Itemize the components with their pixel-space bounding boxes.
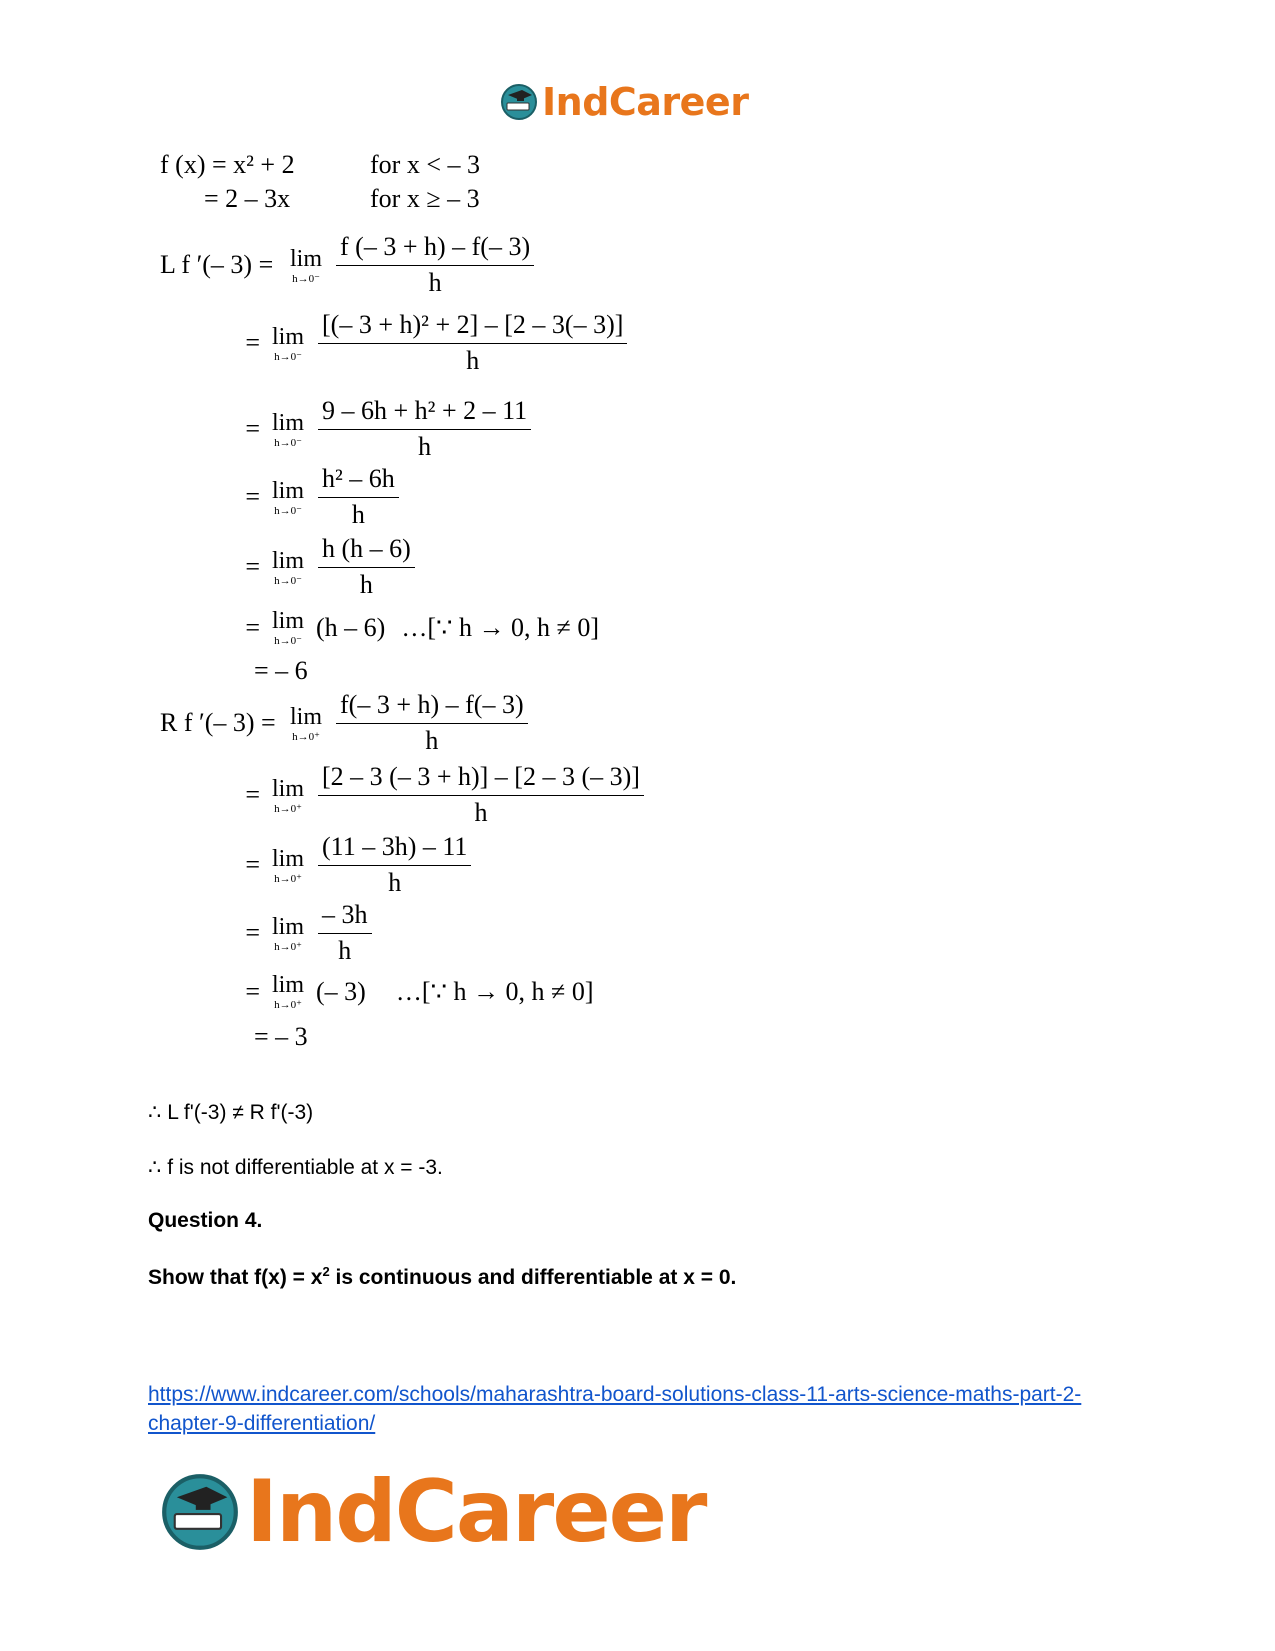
right-derivative-step-1 — [160, 690, 528, 756]
left-derivative-label: L f ′(– 3) = — [160, 250, 274, 279]
math-solution — [160, 150, 720, 1090]
conclusion-line-1: ∴ L f'(-3) ≠ R f'(-3) — [148, 1101, 314, 1124]
definition-expr: = 2 – 3x — [204, 184, 291, 213]
indcareer-logo-top — [500, 80, 748, 124]
source-link[interactable]: https://www.indcareer.com/schools/maharashtra-board-solutions-class-11-arts-science-maths-part-2-chapter-9-differentiation/ — [148, 1383, 1082, 1435]
definition-condition: for x < – 3 — [370, 150, 480, 179]
fraction: $\frac{(11 - 3h) - 11}{h}$ — [318, 832, 471, 898]
indcareer-logo-bottom — [160, 1462, 705, 1562]
condition-note: …[∵ h → 0, h ≠ 0] — [395, 976, 594, 1006]
conclusion-line-2: ∴ f is not differentiable at x = -3. — [148, 1156, 443, 1179]
fraction: $\frac{h (h - 6)}{h}$ — [318, 534, 415, 600]
right-derivative-label: R f ′(– 3) = — [160, 708, 276, 737]
right-derivative-step-3 — [160, 832, 471, 898]
left-derivative-step-1 — [160, 232, 534, 298]
globe-cap-icon — [160, 1472, 240, 1552]
limit-operator: lim h→0⁻ — [272, 477, 305, 517]
definition-line-1 — [160, 150, 480, 180]
prompt-exponent: 2 — [322, 1264, 330, 1279]
left-derivative-result: = – 6 — [254, 656, 308, 685]
equals-sign: = — [245, 850, 260, 879]
equals-sign: = — [245, 612, 260, 642]
question-heading: Question 4. — [148, 1209, 263, 1232]
limit-operator: lim h→0⁺ — [272, 845, 305, 885]
left-derivative-step-4 — [160, 464, 399, 530]
limit-expression: (h – 6) — [316, 612, 386, 642]
left-derivative-step-3 — [160, 396, 531, 462]
fraction: $\frac{\text{9 – 6h + h² + 2 – 11}}{h}$ — [318, 396, 531, 462]
equals-sign: = — [245, 780, 260, 809]
fraction: $\frac{- 3h}{h}$ — [318, 900, 372, 966]
fraction: $\frac{\text{[(– 3 + h)² + 2] – [2 – 3(– 3)]}}{h}$ — [318, 310, 627, 376]
limit-operator: lim h→0⁻ — [272, 547, 305, 587]
definition-line-2 — [160, 184, 480, 214]
right-derivative-step-5 — [160, 972, 593, 1011]
limit-operator: lim h→0⁻ — [272, 608, 305, 647]
equals-sign: = — [245, 482, 260, 511]
equals-sign: = — [245, 976, 260, 1006]
limit-operator: lim h→0⁻ — [272, 323, 305, 363]
condition-note: …[∵ h → 0, h ≠ 0] — [401, 612, 599, 642]
limit-operator: lim h→0⁻ — [290, 245, 323, 285]
limit-operator: lim h→0⁺ — [272, 775, 305, 815]
question-prompt — [148, 1264, 736, 1290]
definition-expr: f (x) = x² + 2 — [160, 150, 295, 179]
equals-sign: = — [245, 918, 260, 947]
limit-operator: lim h→0⁺ — [272, 972, 305, 1011]
right-derivative-result: = – 3 — [254, 1022, 308, 1051]
fraction: $\frac{f(- 3 + h) - f(- 3)}{h}$ — [336, 690, 528, 756]
left-derivative-step-2 — [160, 310, 627, 376]
equals-sign: = — [245, 328, 260, 357]
fraction: $\frac{\text{h² – 6h}}{h}$ — [318, 464, 399, 530]
left-derivative-step-6 — [160, 608, 599, 647]
fraction: $\frac{[2 - 3 (- 3 + h)] - [2 - 3 (- 3)]}{h}$ — [318, 762, 644, 828]
prompt-text-start: Show that f(x) = x — [148, 1266, 323, 1289]
equals-sign: = — [245, 414, 260, 443]
limit-expression: (– 3) — [316, 976, 366, 1006]
brand-name: IndCareer — [246, 1462, 706, 1562]
prompt-text-end: is continuous and differentiable at x = 0. — [329, 1266, 737, 1289]
brand-name: IndCareer — [542, 80, 749, 124]
right-derivative-step-4 — [160, 900, 372, 966]
globe-cap-icon — [500, 83, 538, 121]
right-derivative-step-2 — [160, 762, 644, 828]
fraction: $\frac{f (- 3 + h) - f(- 3)}{h}$ — [336, 232, 534, 298]
left-derivative-step-5 — [160, 534, 415, 600]
limit-operator: lim h→0⁺ — [290, 703, 323, 743]
limit-operator: lim h→0⁺ — [272, 913, 305, 953]
definition-condition: for x ≥ – 3 — [370, 184, 480, 213]
limit-operator: lim h→0⁻ — [272, 409, 305, 449]
equals-sign: = — [245, 552, 260, 581]
